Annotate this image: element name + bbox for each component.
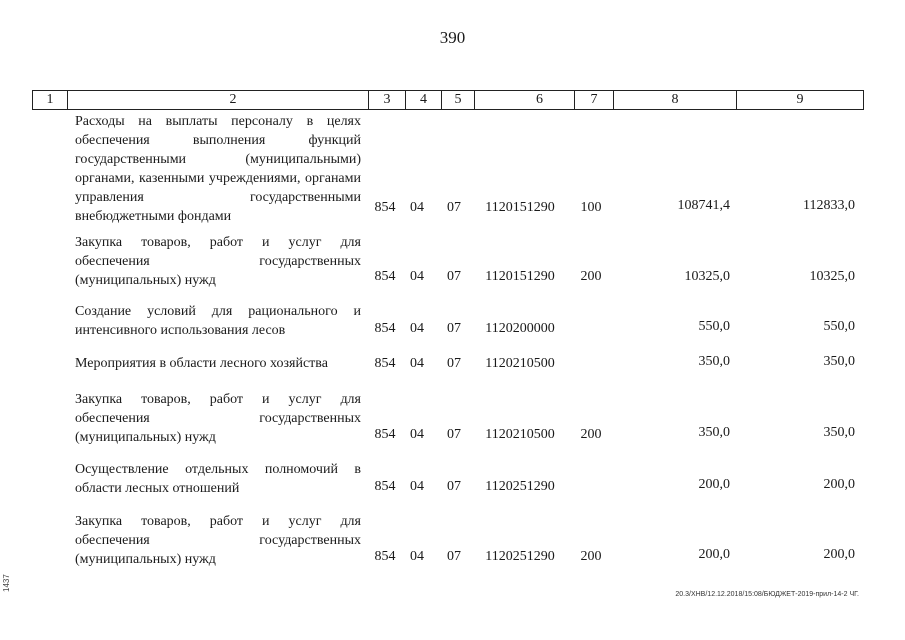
cell-target-article: 1120151290 — [485, 200, 555, 215]
cell-amount-year1: 108741,4 — [677, 198, 730, 213]
cell-amount-year2: 350,0 — [823, 354, 855, 369]
cell-target-article: 1120210500 — [485, 427, 555, 442]
cell-razdel: 04 — [410, 427, 424, 442]
cell-amount-year1: 10325,0 — [684, 269, 730, 284]
row-description: Мероприятия в области лесного хозяйства — [75, 356, 328, 371]
cell-amount-year1: 350,0 — [698, 354, 730, 369]
header-col-2: 2 — [229, 92, 237, 107]
row-description: Закупка товаров, работ и услуг для обеспечения государственных (муниципальных) нужд — [75, 392, 361, 445]
header-col-4: 4 — [420, 92, 427, 107]
cell-amount-year1: 550,0 — [698, 319, 730, 334]
cell-ved: 854 — [374, 479, 396, 494]
cell-podrazdel: 07 — [447, 427, 461, 442]
cell-expense-type: 100 — [580, 200, 602, 215]
header-col-9: 9 — [796, 92, 804, 107]
cell-podrazdel: 07 — [447, 549, 461, 564]
row-description: Закупка товаров, работ и услуг для обеспечения государственных (муниципальных) нужд — [75, 235, 361, 288]
cell-razdel: 04 — [410, 269, 424, 284]
cell-podrazdel: 07 — [447, 479, 461, 494]
cell-razdel: 04 — [410, 200, 424, 215]
header-col-5: 5 — [454, 92, 462, 107]
cell-target-article: 1120200000 — [485, 321, 555, 336]
header-col-1: 1 — [46, 92, 54, 107]
header-col-3: 3 — [383, 92, 391, 107]
cell-amount-year2: 10325,0 — [809, 269, 855, 284]
cell-ved: 854 — [374, 427, 396, 442]
row-description: Расходы на выплаты персоналу в целях обеспечения выполнения функций государственными (муниципальными) органами, казенными учреждениями, органами управления государственными внебюджетными фондами — [75, 114, 361, 224]
header-col-6: 6 — [536, 92, 543, 107]
cell-expense-type: 200 — [580, 427, 602, 442]
cell-amount-year2: 200,0 — [823, 477, 855, 492]
page-number: 390 — [439, 28, 466, 47]
side-margin-mark: 1437 — [2, 574, 11, 592]
cell-target-article: 1120251290 — [485, 479, 555, 494]
header-col-7: 7 — [590, 92, 598, 107]
document-footer-code: 20.3/XHB/12.12.2018/15:08/БЮДЖЕТ-2019-прил-14-2 ЧГ. — [675, 591, 859, 598]
cell-expense-type: 200 — [580, 549, 602, 564]
cell-target-article: 1120251290 — [485, 549, 555, 564]
cell-amount-year2: 550,0 — [823, 319, 855, 334]
row-description: Закупка товаров, работ и услуг для обеспечения государственных (муниципальных) нужд — [75, 514, 361, 567]
cell-ved: 854 — [374, 321, 396, 336]
cell-podrazdel: 07 — [447, 269, 461, 284]
cell-amount-year1: 200,0 — [698, 477, 730, 492]
cell-expense-type: 200 — [580, 269, 602, 284]
cell-ved: 854 — [374, 269, 396, 284]
cell-amount-year2: 200,0 — [823, 547, 855, 562]
cell-podrazdel: 07 — [447, 356, 461, 371]
cell-ved: 854 — [374, 549, 396, 564]
cell-razdel: 04 — [410, 356, 424, 371]
cell-amount-year2: 112833,0 — [803, 198, 855, 213]
cell-razdel: 04 — [410, 321, 424, 336]
cell-target-article: 1120151290 — [485, 269, 555, 284]
row-description: Осуществление отдельных полномочий в области лесных отношений — [75, 462, 361, 496]
cell-podrazdel: 07 — [447, 321, 461, 336]
row-description: Создание условий для рационального и интенсивного использования лесов — [75, 304, 361, 338]
cell-podrazdel: 07 — [447, 200, 461, 215]
cell-razdel: 04 — [410, 549, 424, 564]
table-header-row — [32, 90, 864, 110]
header-col-8: 8 — [671, 92, 679, 107]
cell-razdel: 04 — [410, 479, 424, 494]
cell-amount-year1: 200,0 — [698, 547, 730, 562]
cell-amount-year1: 350,0 — [698, 425, 730, 440]
cell-target-article: 1120210500 — [485, 356, 555, 371]
cell-amount-year2: 350,0 — [823, 425, 855, 440]
cell-ved: 854 — [374, 356, 396, 371]
cell-ved: 854 — [374, 200, 396, 215]
